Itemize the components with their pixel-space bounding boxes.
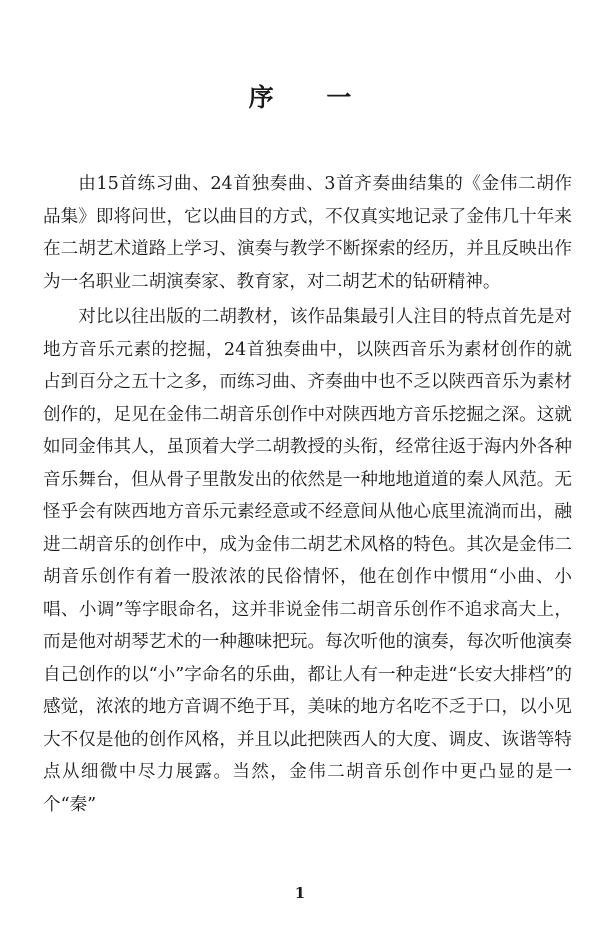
paragraph: 对比以往出版的二胡教材，该作品集最引人注目的特点首先是对地方音乐元素的挖掘，24首独奏曲中，以陕西音乐为素材创作的就占到百分之五十之多，而练习曲、齐奏曲中也不乏以陕西音乐为素材创作的，足见在金伟二胡音乐创作中对陕西地方音乐挖掘之深。这就如同金伟其人，虽顶着大学二胡教授的头衔，经常往返于海内外各种音乐舞台，但从骨子里散发出的依然是一种地地道道的秦人风范。无怪乎会有陕西地方音乐元素经意或不经意间从他心底里流淌而出，融进二胡音乐的创作中，成为金伟二胡艺术风格的特色。其次是金伟二胡音乐创作有着一股浓浓的民俗情怀，他在创作中惯用“小曲、小唱、小调”等字眼命名，这并非说金伟二胡音乐创作不追求高大上，而是他对胡琴艺术的一种趣味把玩。每次听他的演奏，每次听他演奏自己创作的以“小”字命名的乐曲，都让人有一种走进“长安大排档”的感觉，浓浓的地方音调不绝于耳，美味的地方名吃不乏于口，以小见大不仅是他的创作风格，并且以此把陕西人的大度、调皮、诙谐等特点从细微中尽力展露。当然，金伟二胡音乐创作中更凸显的是一个“秦” xyxy=(43,307,572,815)
body-text xyxy=(43,168,572,824)
paragraph: 由15首练习曲、24首独奏曲、3首齐奏曲结集的《金伟二胡作品集》即将问世，它以曲目的方式，不仅真实地记录了金伟几十年来在二胡艺术道路上学习、演奏与教学不断探索的经历，并且反映出作为一名职业二胡演奏家、教育家，对二胡艺术的钻研精神。 xyxy=(43,174,572,292)
page-title: 序 一 xyxy=(248,83,374,112)
page-number: 1 xyxy=(294,884,306,902)
